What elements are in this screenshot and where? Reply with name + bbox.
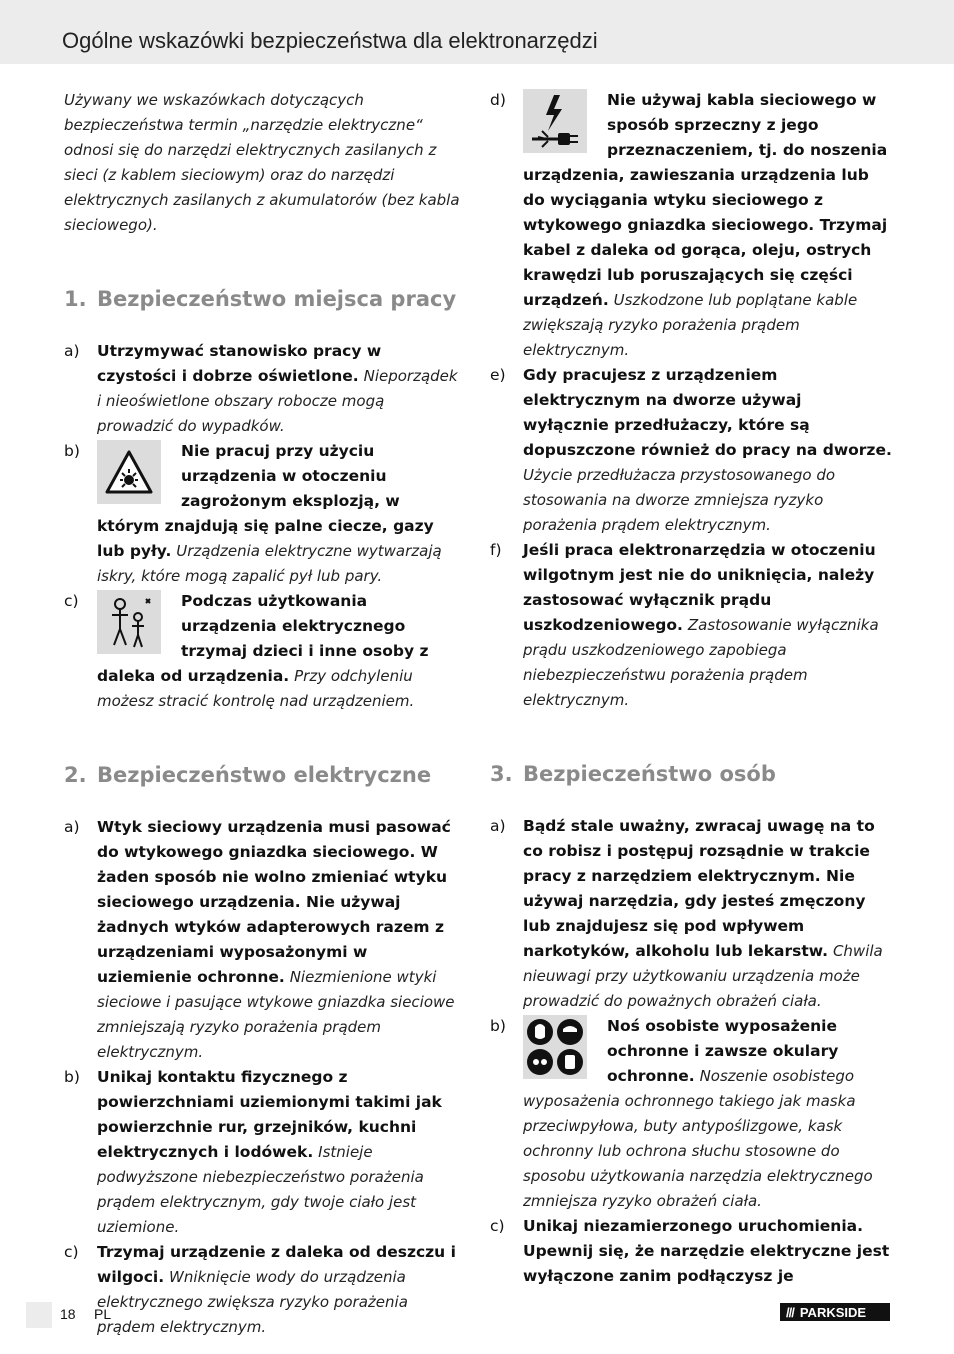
item-label: c) bbox=[64, 1243, 79, 1261]
section-1-item-c bbox=[64, 589, 464, 714]
section-1-title: Bezpieczeństwo miejsca pracy bbox=[97, 287, 457, 311]
item-bold-text: Bądź stale uważny, zwracaj uwagę na to co robisz i postępuj rozsądnie w trakcie pracy z narzędziem elektrycznym. Nie używaj narzędzia, gdy jesteś zmęczony lub znajdujesz się pod wpływem narkotyków, alkoholu lub lekarstw. bbox=[523, 817, 875, 960]
item-bold-text: Unikaj niezamierzonego uruchomienia. Upewnij się, że narzędzie elektryczne jest wyłączone zanim podłączysz je bbox=[523, 1217, 890, 1285]
item-bold-text: Noś osobiste wyposażenie ochronne i zawsze okulary ochronne. bbox=[607, 1017, 839, 1085]
section-2-item-e bbox=[490, 363, 892, 538]
item-bold-text: Nie używaj kabla sieciowego w sposób sprzeczny z jego przeznaczeniem, tj. do noszenia urządzenia, zawieszania urządzenia lub do wyciągania wtyku sieciowego z wtykowego gniazdka sieciowego. Trzymaj kabel z daleka od gorąca, oleju, ostrych krawędzi lub poruszających się części urządzeń. bbox=[523, 91, 888, 309]
item-italic-text: Urządzenia elektryczne wytwarzają iskry, które mogą zapalić pył lub pary. bbox=[97, 542, 442, 585]
section-1-item-a bbox=[64, 339, 464, 439]
item-label: a) bbox=[490, 817, 506, 835]
item-italic-text: Uszkodzone lub poplątane kable zwiększają ryzyko porażenia prądem elektrycznym. bbox=[523, 291, 858, 359]
item-italic-text: Niezmienione wtyki sieciowe i pasujące wtykowe gniazdka sieciowe zmniejszają ryzyko porażenia prądem elektrycznym. bbox=[97, 968, 455, 1061]
item-italic-text: Przy odchyleniu możesz stracić kontrolę nad urządzeniem. bbox=[97, 667, 415, 710]
language-code: PL bbox=[94, 1306, 112, 1322]
explosion-warning-icon bbox=[97, 440, 161, 504]
page-number-box bbox=[26, 1302, 52, 1328]
page-title: Ogólne wskazówki bezpieczeństwa dla elektronarzędzi bbox=[62, 28, 598, 53]
section-3-heading bbox=[490, 761, 892, 787]
section-2-number: 2. bbox=[64, 763, 87, 787]
section-2-item-b bbox=[64, 1065, 464, 1240]
item-bold-text: Trzymaj urządzenie z daleka od deszczu i wilgoci. bbox=[97, 1243, 456, 1286]
section-1-item-b bbox=[64, 439, 464, 589]
intro-text: Używany we wskazówkach dotyczących bezpieczeństwa termin „narzędzie elektryczne“ odnosi się do narzędzi elektrycznych zasilanych z sieci (z kablem sieciowym) oraz do narzędzi elektrycznych zasilanych z akumulatorów (bez kabla sieciowego). bbox=[64, 91, 460, 234]
section-3-item-b bbox=[490, 1014, 892, 1214]
logo-mark: /// bbox=[786, 1304, 794, 1320]
protective-equipment-icon bbox=[523, 1015, 587, 1079]
item-italic-text: Noszenie osobistego wyposażenia ochronnego takiego jak maska przeciwpyłowa, buty antypoślizgowe, kask ochronny lub ochrona słuchu stosowne do sposobu użytkowania narzędzia elektrycznego zmniejsza ryzyko obrażeń ciała. bbox=[523, 1067, 873, 1210]
page-number: 18 bbox=[60, 1306, 76, 1322]
parkside-logo bbox=[780, 1303, 890, 1321]
section-2-item-a bbox=[64, 815, 464, 1065]
electric-shock-plug-icon bbox=[523, 89, 587, 153]
item-bold-text: Wtyk sieciowy urządzenia musi pasować do wtykowego gniazdka sieciowego. W żaden sposób nie wolno zmieniać wtyku sieciowego urządzenia. Nie używaj żadnych wtyków adapterowych razem z urządzeniami wyposażonymi w uziemienie ochronne. bbox=[97, 818, 451, 986]
section-2-title: Bezpieczeństwo elektryczne bbox=[97, 763, 432, 787]
section-3-item-c bbox=[490, 1214, 892, 1289]
item-label: c) bbox=[490, 1217, 505, 1235]
item-label: e) bbox=[490, 366, 506, 384]
item-bold-text: Utrzymywać stanowisko pracy w czystości i dobrze oświetlone. bbox=[97, 342, 382, 385]
item-italic-text: Użycie przedłużacza przystosowanego do stosowania na dworze zmniejsza ryzyko porażenia prądem elektrycznym. bbox=[523, 466, 836, 534]
item-italic-text: Istnieje podwyższone niebezpieczeństwo porażenia prądem elektrycznym, gdy twoje ciało jest uziemione. bbox=[97, 1143, 424, 1236]
item-label: c) bbox=[64, 592, 79, 610]
right-column bbox=[490, 88, 892, 1289]
item-label: a) bbox=[64, 342, 80, 360]
item-italic-text: Chwila nieuwagi przy użytkowaniu urządzenia może prowadzić do poważnych obrażeń ciała. bbox=[523, 942, 883, 1010]
item-label: b) bbox=[64, 442, 80, 460]
item-bold-text: Podczas użytkowania urządzenia elektrycznego trzymaj dzieci i inne osoby z daleka od urządzenia. bbox=[97, 592, 429, 685]
item-label: b) bbox=[64, 1068, 80, 1086]
section-1-number: 1. bbox=[64, 287, 87, 311]
item-bold-text: Nie pracuj przy użyciu urządzenia w otoczeniu zagrożonym eksplozją, w którym znajdują się palne ciecze, gazy lub pyły. bbox=[97, 442, 434, 560]
item-italic-text: Nieporządek i nieoświetlone obszary robocze mogą prowadzić do wypadków. bbox=[97, 367, 458, 435]
section-2-item-f bbox=[490, 538, 892, 713]
item-label: f) bbox=[490, 541, 502, 559]
section-3-title: Bezpieczeństwo osób bbox=[523, 762, 776, 786]
section-3-item-a bbox=[490, 814, 892, 1014]
section-2-heading bbox=[64, 762, 464, 788]
section-1-heading bbox=[64, 286, 464, 312]
section-2-item-d bbox=[490, 88, 892, 363]
item-label: b) bbox=[490, 1017, 506, 1035]
item-label: a) bbox=[64, 818, 80, 836]
keep-children-away-icon bbox=[97, 590, 161, 654]
header-bar bbox=[0, 0, 954, 64]
item-bold-text: Gdy pracujesz z urządzeniem elektrycznym na dworze używaj wyłącznie przedłużaczy, które są dopuszczone również do pracy na dworze. bbox=[523, 366, 892, 459]
left-column bbox=[64, 88, 464, 1340]
item-label: d) bbox=[490, 91, 506, 109]
item-bold-text: Jeśli praca elektronarzędzia w otoczeniu wilgotnym jest nie do uniknięcia, należy zastosować wyłącznik prądu uszkodzeniowego. bbox=[523, 541, 876, 634]
section-3-number: 3. bbox=[490, 762, 513, 786]
item-bold-text: Unikaj kontaktu fizycznego z powierzchniami uziemionymi takimi jak powierzchnie rur, grzejników, kuchni elektrycznych i lodówek. bbox=[97, 1068, 442, 1161]
section-2-item-c bbox=[64, 1240, 464, 1340]
item-italic-text: Wniknięcie wody do urządzenia elektrycznego zwiększa ryzyko porażenia prądem elektrycznym. bbox=[97, 1268, 408, 1336]
logo-text: PARKSIDE bbox=[799, 1304, 867, 1320]
item-italic-text: Zastosowanie wyłącznika prądu uszkodzeniowego zapobiega niebezpieczeństwu porażenia prądem elektrycznym. bbox=[523, 616, 879, 709]
